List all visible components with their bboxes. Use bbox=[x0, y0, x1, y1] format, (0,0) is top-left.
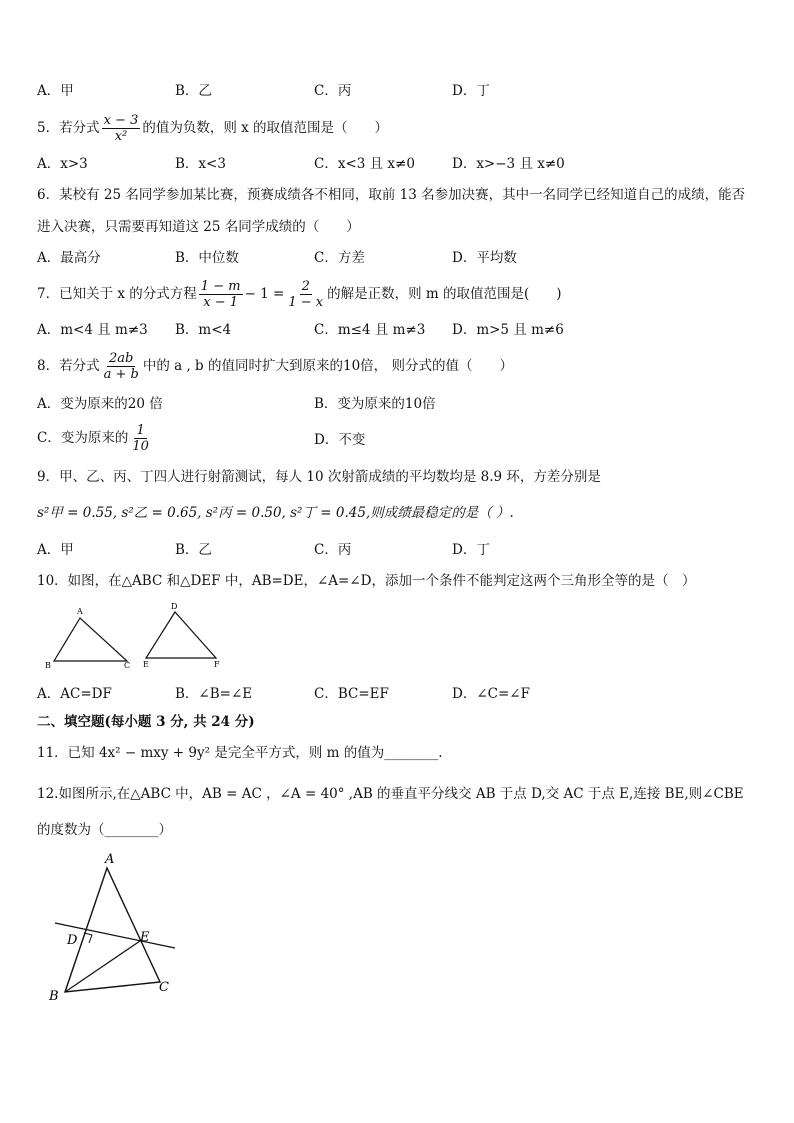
q7-option-d: D．m>5 且 m≠6 bbox=[452, 322, 564, 338]
q6-option-c: C．方差 bbox=[314, 250, 365, 266]
label-c: C bbox=[124, 661, 131, 670]
q8-option-c-label: C．变为原来的 bbox=[37, 430, 129, 446]
q5-suffix: 的值为负数，则 x 的取值范围是（ ） bbox=[142, 120, 389, 136]
q7-f2-num: 2 bbox=[301, 279, 310, 294]
q8-option-a: A．变为原来的20 倍 bbox=[37, 396, 163, 412]
q7-stem bbox=[37, 279, 562, 310]
q7-f1-num: 1 − m bbox=[200, 279, 241, 294]
q9-option-d: D．丁 bbox=[452, 542, 490, 558]
q9-option-a: A．甲 bbox=[37, 542, 74, 558]
q10-triangles-figure bbox=[40, 600, 230, 672]
q6-option-d: D．平均数 bbox=[452, 250, 517, 266]
q4-option-b: B．乙 bbox=[175, 83, 212, 99]
q9-option-b: B．乙 bbox=[175, 542, 212, 558]
q5-fraction bbox=[102, 113, 141, 144]
label-a: A bbox=[77, 607, 83, 616]
q4-option-c: C．丙 bbox=[314, 83, 352, 99]
triangle-abc bbox=[54, 618, 127, 661]
q9-line1: 9．甲、乙、丙、丁四人进行射箭测试，每人 10 次射箭成绩的平均数均是 8.9 环，方差分别是 bbox=[37, 469, 601, 485]
q8-fraction bbox=[102, 351, 141, 382]
q5-frac-den: x² bbox=[114, 129, 128, 144]
q10-line1: 10．如图，在△ABC 和△DEF 中，AB=DE，∠A=∠D，添加一个条件不能判定这两个三角形全等的是（ ） bbox=[37, 573, 696, 589]
q5-option-c: C．x<3 且 x≠0 bbox=[314, 156, 415, 172]
q11-stem: 11．已知 4x² − mxy + 9y² 是完全平方式，则 m 的值为________. bbox=[37, 745, 443, 761]
q6-line2: 进入决赛，只需要再知道这 25 名同学成绩的（ ） bbox=[37, 219, 360, 235]
q7-suffix: 的解是正数，则 m 的取值范围是( ) bbox=[327, 286, 562, 302]
q4-option-d: D．丁 bbox=[452, 83, 490, 99]
q8-prefix: 8．若分式 bbox=[37, 358, 100, 374]
q12-line2: 的度数为（________） bbox=[37, 822, 172, 838]
q8-option-c bbox=[37, 420, 153, 456]
q8-option-b: B．变为原来的10倍 bbox=[314, 396, 436, 412]
q12-triangle-figure bbox=[35, 848, 185, 1008]
q5-prefix: 5．若分式 bbox=[37, 120, 100, 136]
q7-fraction-1 bbox=[199, 279, 243, 310]
q7-middle: − 1 = bbox=[244, 286, 285, 302]
q8-frac-den: a + b bbox=[103, 367, 139, 382]
q8-option-c-fraction bbox=[130, 423, 151, 454]
q7-prefix: 7．已知关于 x 的分式方程 bbox=[37, 286, 197, 302]
q5-stem bbox=[37, 113, 388, 144]
section-heading: 二、填空题(每小题 3 分, 共 24 分) bbox=[37, 714, 255, 730]
q12-line1: 12.如图所示,在△ABC 中，AB = AC ，∠A = 40° ,AB 的垂直平分线交 AB 于点 D,交 AC 于点 E,连接 BE,则∠CBE bbox=[37, 786, 744, 802]
label-d: D bbox=[171, 602, 178, 611]
q9-line2: s²甲 = 0.55, s²乙 = 0.65, s²丙 = 0.50, s²丁 = 0.45,则成绩最稳定的是（ ）. bbox=[37, 505, 514, 521]
label-f: F bbox=[214, 660, 220, 669]
q12-label-b: B bbox=[49, 989, 59, 1004]
q12-label-d: D bbox=[67, 933, 78, 948]
q7-option-c: C．m≤4 且 m≠3 bbox=[314, 322, 426, 338]
q9-option-c: C．丙 bbox=[314, 542, 352, 558]
q5-option-d: D．x>−3 且 x≠0 bbox=[452, 156, 565, 172]
label-b: B bbox=[45, 661, 51, 670]
segment-be bbox=[65, 941, 140, 992]
q7-f1-den: x − 1 bbox=[203, 295, 239, 310]
q7-option-b: B．m<4 bbox=[175, 322, 232, 338]
q12-label-e: E bbox=[140, 930, 150, 945]
q6-option-b: B．中位数 bbox=[175, 250, 239, 266]
q7-fraction-2 bbox=[286, 279, 325, 310]
q4-option-a: A．甲 bbox=[37, 83, 74, 99]
q5-option-b: B．x<3 bbox=[175, 156, 226, 172]
q8-option-d: D．不变 bbox=[314, 432, 366, 448]
q8-frac-num: 2ab bbox=[109, 351, 134, 366]
triangle-def bbox=[146, 612, 216, 658]
label-e: E bbox=[143, 660, 149, 669]
q6-line1: 6．某校有 25 名同学参加某比赛，预赛成绩各不相同，取前 13 名参加决赛，其中一名同学已经知道自己的成绩，能否 bbox=[37, 187, 746, 203]
q12-label-c: C bbox=[159, 980, 169, 995]
q12-label-a: A bbox=[105, 852, 115, 867]
q8-suffix: 中的 a , b 的值同时扩大到原来的10倍， 则分式的值（ ） bbox=[142, 358, 513, 374]
q5-option-a: A．x>3 bbox=[37, 156, 88, 172]
q8-optc-den: 10 bbox=[132, 439, 149, 454]
q10-option-c: C．BC=EF bbox=[314, 686, 389, 702]
q5-frac-num: x − 3 bbox=[103, 113, 139, 128]
q7-f2-den: 1 − x bbox=[288, 295, 324, 310]
q10-option-a: A．AC=DF bbox=[37, 686, 112, 702]
q10-option-b: B．∠B=∠E bbox=[175, 686, 253, 702]
q8-optc-num: 1 bbox=[136, 423, 145, 438]
q7-option-a: A．m<4 且 m≠3 bbox=[37, 322, 148, 338]
q10-option-d: D．∠C=∠F bbox=[452, 686, 530, 702]
q6-option-a: A．最高分 bbox=[37, 250, 101, 266]
q8-stem bbox=[37, 350, 513, 382]
